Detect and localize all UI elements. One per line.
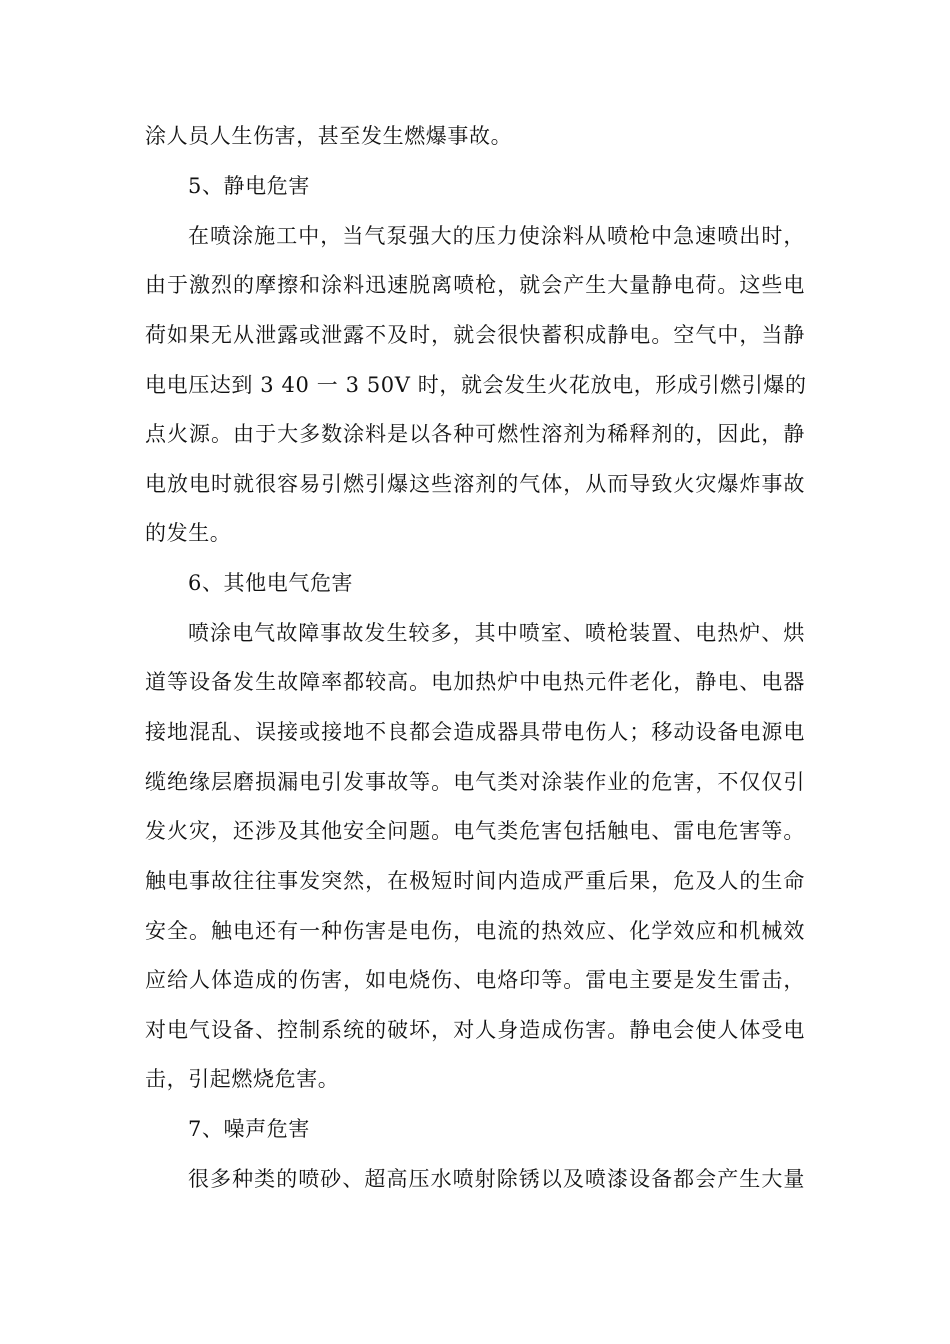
body-text-line: 电电压达到 3 40 一 3 50V 时，就会发生火花放电，形成引燃引爆的: [145, 373, 807, 397]
body-text-line: 发火灾，还涉及其他安全问题。电气类危害包括触电、雷电危害等。: [145, 819, 805, 843]
body-text-line: 触电事故往往事发突然，在极短时间内造成严重后果，危及人的生命: [145, 869, 805, 893]
body-text-line: 接地混乱、误接或接地不良都会造成器具带电伤人；移动设备电源电: [145, 720, 805, 744]
body-text-line: 很多种类的喷砂、超高压水喷射除锈以及喷漆设备都会产生大量: [188, 1167, 805, 1191]
body-text-line: 点火源。由于大多数涂料是以各种可燃性溶剂为稀释剂的，因此，静: [145, 422, 805, 446]
body-text-line: 涂人员人生伤害，甚至发生燃爆事故。: [145, 124, 513, 148]
section-heading-other-electrical-hazard: 6、其他电气危害: [188, 571, 354, 595]
body-text-line: 击，引起燃烧危害。: [145, 1067, 340, 1091]
body-text-line: 缆绝缘层磨损漏电引发事故等。电气类对涂装作业的危害，不仅仅引: [145, 770, 805, 794]
body-text-line: 安全。触电还有一种伤害是电伤，电流的热效应、化学效应和机械效: [145, 919, 805, 943]
body-text-line: 的发生。: [145, 521, 232, 545]
body-text-line: 道等设备发生故障率都较高。电加热炉中电热元件老化，静电、电器: [145, 670, 805, 694]
section-heading-static-hazard: 5、静电危害: [188, 174, 310, 198]
body-text-line: 应给人体造成的伤害，如电烧伤、电烙印等。雷电主要是发生雷击，: [145, 968, 805, 992]
body-text-line: 由于激烈的摩擦和涂料迅速脱离喷枪，就会产生大量静电荷。这些电: [145, 273, 805, 297]
body-text-line: 电放电时就很容易引燃引爆这些溶剂的气体，从而导致火灾爆炸事故: [145, 472, 805, 496]
body-text-line: 对电气设备、控制系统的破坏，对人身造成伤害。静电会使人体受电: [145, 1018, 805, 1042]
section-heading-noise-hazard: 7、噪声危害: [188, 1117, 310, 1141]
body-text-line: 在喷涂施工中，当气泵强大的压力使涂料从喷枪中急速喷出时，: [188, 224, 805, 248]
body-text-line: 荷如果无从泄露或泄露不及时，就会很快蓄积成静电。空气中，当静: [145, 323, 805, 347]
body-text-line: 喷涂电气故障事故发生较多，其中喷室、喷枪装置、电热炉、烘: [188, 621, 805, 645]
